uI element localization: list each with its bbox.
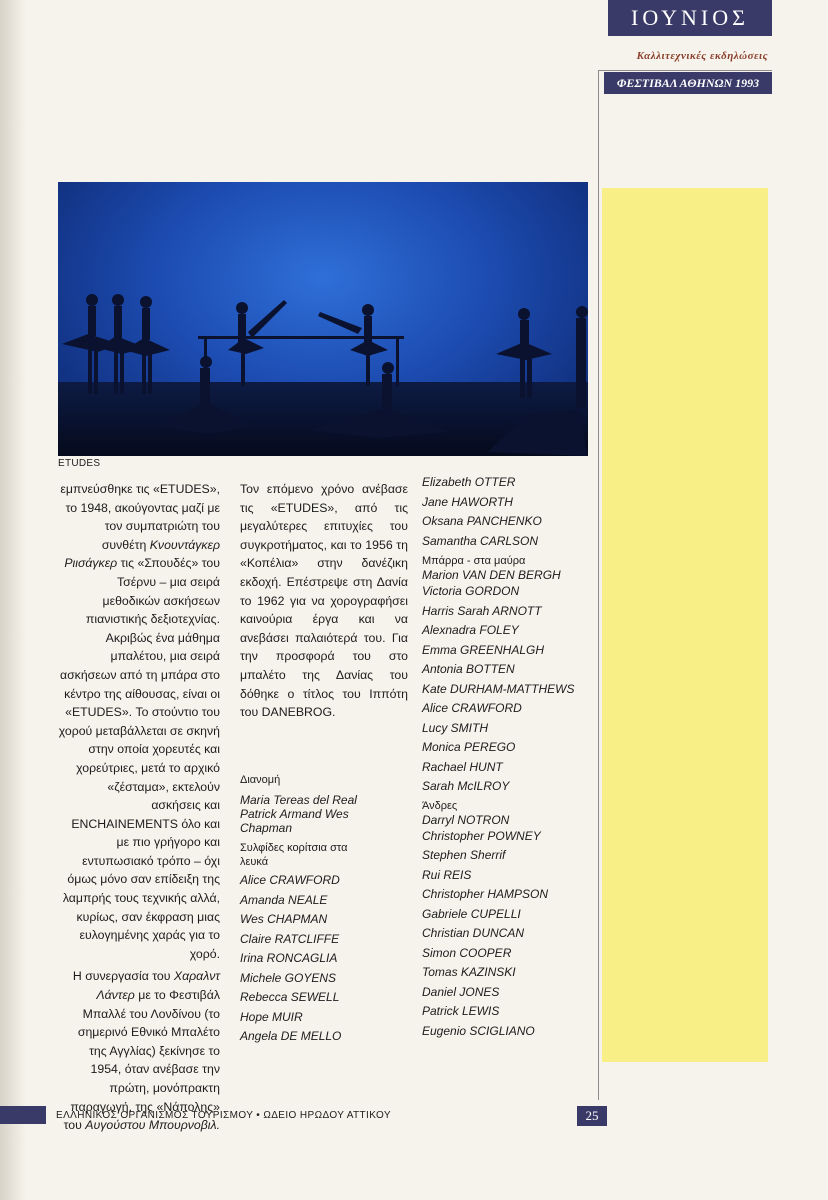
cast-name: Gabriele CUPELLI: [422, 906, 521, 921]
footer-text: ΕΛΛΗΝΙΚΟΣ ΟΡΓΑΝΙΣΜΟΣ ΤΟΥΡΙΣΜΟΥ • ΩΔΕΙΟ ΗΡΩΔΟΥ ΑΤΤΙΚΟΥ: [56, 1110, 391, 1121]
cast-name: Christian DUNCAN: [422, 926, 525, 940]
cast-name: Antonia BOTTEN: [422, 662, 515, 676]
cast-name: Samantha CARLSON: [422, 533, 539, 548]
sidebar-panel: [602, 188, 768, 1062]
cast-heading: Διανομή: [240, 774, 281, 786]
cast-name: Stephen Sherrif: [422, 848, 506, 862]
cast-name: Monica PEREGO: [422, 740, 516, 754]
cast-name: Patrick LEWIS: [422, 1004, 500, 1018]
article-paragraph: Τον επόμενο χρόνο ανέβασε τις «ETUDES», από τις μεγαλύτερες επιτυχίες του συγκροτήματος, και το 1956 τη «Κοπέλια» στην δανέζικη εκδοχή. Επέστρεψε στη Δανία το 1962 για να χορογραφήσει καινούρια έργα και να ανεβάσει παλαιότερά του. Για την προσφορά του στο μπαλέτο της Δανίας του δόθηκε ο τίτλος του Ιππότη του DANEBROG.: [240, 482, 408, 720]
cast-name: Lucy SMITH: [422, 720, 489, 735]
cast-name: Irina RONCAGLIA: [240, 951, 338, 965]
cast-name: Claire RATCLIFFE: [240, 931, 340, 946]
men-list: [422, 813, 594, 1042]
cast-name: Rebecca SEWELL: [240, 990, 340, 1004]
sylphides-list: [240, 871, 410, 1047]
article-paragraph: Η συνεργασία του Χαραλντ Λάντερ με το Φεστιβάλ Μπαλλέ του Λονδίνου (το σημερινό Εθνικό Μπαλέτο της Αγγλίας) ξεκίνησε το 1954, όταν ανέβασε την πρώτη, μονόπρακτη παραγωγή, της «Νάπολης» του Αυγούστου Μπουρνοβιλ.: [63, 969, 220, 1133]
cast-name: Emma GREENHALGH: [422, 642, 545, 657]
cast-subheading: Άνδρες: [422, 799, 458, 812]
cast-name: Christopher POWNEY: [422, 828, 541, 843]
page-binding-shadow: [0, 0, 26, 1200]
section-subtitle: Καλλιτεχνικές εκδηλώσεις: [636, 50, 768, 62]
cast-name: Sarah McILROY: [422, 779, 510, 793]
cast-name: Amanda NEALE: [240, 892, 328, 907]
cast-name: Victoria GORDON: [422, 584, 520, 598]
cast-name: Christopher HAMPSON: [422, 887, 549, 901]
cast-name: Kate DURHAM-MATTHEWS: [422, 681, 575, 696]
cast-name: Rachael HUNT: [422, 759, 503, 774]
cast-list-left: [240, 773, 410, 1047]
cast-name: Daniel JONES: [422, 984, 500, 999]
article-column-2: [240, 480, 408, 722]
month-header: ΙΟΥΝΙΟΣ: [608, 0, 772, 36]
cast-name: Angela DE MELLO: [240, 1029, 342, 1043]
cast-subheading: Μπάρρα - στα μαύρα: [422, 555, 526, 567]
article-column-1: [58, 480, 220, 1135]
cast-name: Elizabeth OTTER: [422, 475, 516, 489]
cast-name: Rui REIS: [422, 867, 472, 882]
cast-name: Maria Tereas del Real: [240, 793, 357, 807]
photo-caption: ETUDES: [58, 458, 101, 469]
cast-name: Harris Sarah ARNOTT: [422, 603, 542, 618]
page-number: 25: [577, 1106, 607, 1126]
cast-name: Alice CRAWFORD: [240, 873, 340, 887]
cast-name: Marion VAN DEN BERGH: [422, 568, 561, 582]
cast-group: [422, 473, 594, 551]
cast-name: Wes CHAPMAN: [240, 912, 328, 926]
footer-accent-bar: [0, 1106, 46, 1124]
cast-name: Tomas KAZINSKI: [422, 965, 516, 979]
cast-list-right: [422, 473, 594, 1041]
divider-vertical: [598, 70, 599, 1100]
ballet-photo: [58, 182, 588, 456]
cast-name: Alice CRAWFORD: [422, 701, 522, 715]
cast-name: Darryl NOTRON: [422, 812, 510, 827]
cast-name: Simon COOPER: [422, 945, 512, 960]
cast-name: Patrick Armand Wes Chapman: [240, 807, 349, 835]
cast-name: Eugenio SCIGLIANO: [422, 1023, 535, 1038]
festival-banner: ΦΕΣΤΙΒΑΛ ΑΘΗΝΩΝ 1993: [604, 72, 772, 94]
cast-name: Jane HAWORTH: [422, 494, 513, 509]
cast-name: Alexnadra FOLEY: [422, 623, 519, 637]
barre-list: [422, 568, 594, 797]
cast-name: Oksana PANCHENKO: [422, 514, 542, 528]
divider-horizontal: [598, 70, 772, 71]
article-paragraph: εμπνεύσθηκε τις «ETUDES», το 1948, ακούγοντας μαζί με τον συμπατριώτη του συνθέτη Κνουντάγκερ Ριισάγκερ τις «Σπουδές» του Τσέρνυ – μια σειρά μεθοδικών ασκήσεων πιανιστικής δεξιοτεχνίας. Ακριβώς ένα μάθημα μπαλέτου, μια σειρά ασκήσεων από τη μπάρα στο κέντρο της αίθουσας, είναι οι «ETUDES». Το στούντιο του χορού μεταβάλλεται σε σκηνή στην οποία χορευτές και χορεύτριες, μετά το αρχικό «ζέσταμα», εκτελούν ασκήσεις και ENCHAINEMENTS όλο και με πιο γρήγορο και εντυπωσιακό τρόπο – όχι όμως μόνο σαν επίδειξη της λαμπρής τους τεχνικής αλλά, κυρίως, σαν έκφραση μιας ευλογημένης χαράς για το χορό.: [58, 482, 220, 961]
cast-subheading: Συλφίδες κορίτσια στα λευκά: [240, 842, 348, 868]
cast-name: Michele GOYENS: [240, 970, 337, 985]
cast-name: Hope MUIR: [240, 1009, 303, 1024]
